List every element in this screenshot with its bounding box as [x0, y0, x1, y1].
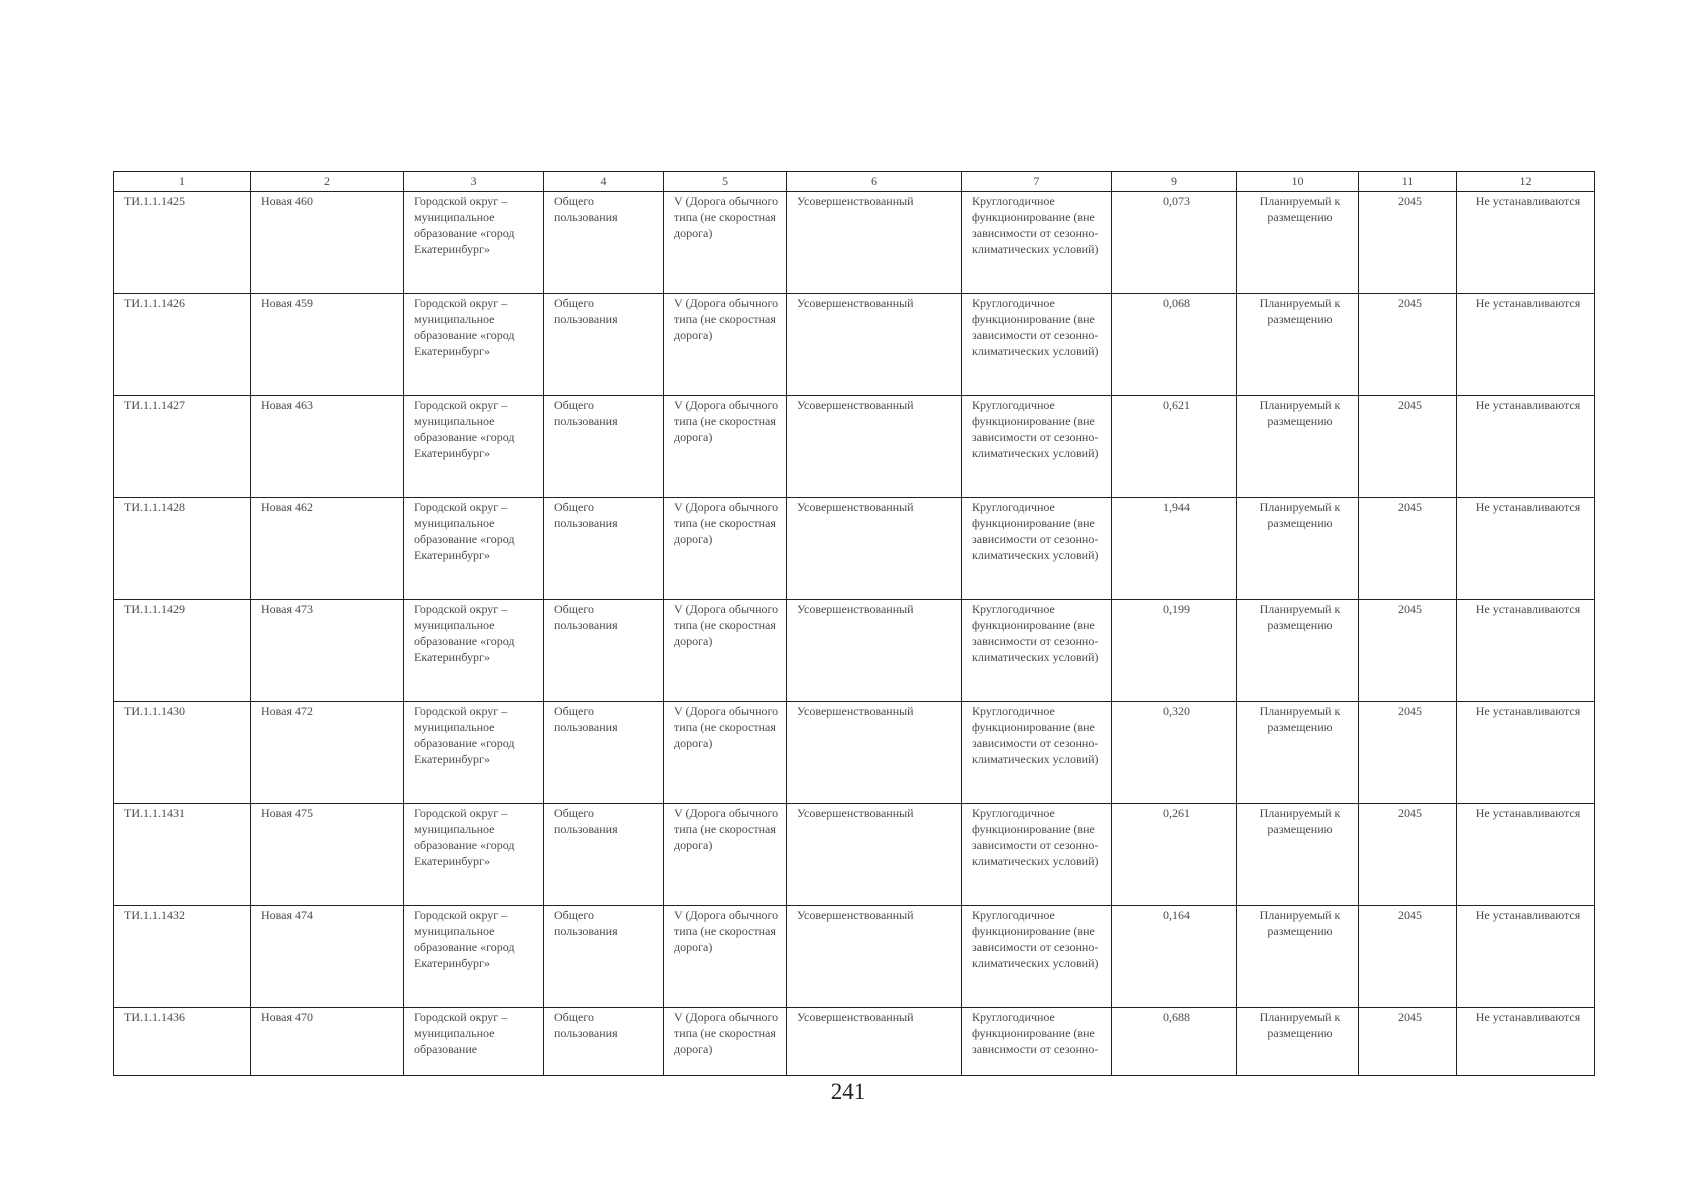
document-page	[113, 171, 1594, 1076]
cell-name: Новая 470	[251, 1008, 404, 1076]
table-row	[114, 804, 1595, 906]
column-header: 5	[664, 172, 787, 192]
column-header: 9	[1112, 172, 1237, 192]
cell-length: 0,261	[1112, 804, 1237, 906]
column-header: 7	[962, 172, 1112, 192]
table-row	[114, 1008, 1595, 1076]
table-row	[114, 906, 1595, 1008]
cell-status: Планируемый к размещению	[1237, 804, 1359, 906]
cell-name: Новая 475	[251, 804, 404, 906]
cell-zones: Не устанавливаются	[1457, 396, 1595, 498]
cell-year: 2045	[1359, 396, 1457, 498]
cell-name: Новая 472	[251, 702, 404, 804]
cell-operation: Круглогодичное функционирование (вне зависимости от сезонно-	[962, 1008, 1112, 1076]
cell-municipality: Городской округ – муниципальное образование «город Екатеринбург»	[404, 498, 544, 600]
cell-purpose: Общего пользования	[544, 702, 664, 804]
cell-length: 0,688	[1112, 1008, 1237, 1076]
table-row	[114, 600, 1595, 702]
cell-length: 0,068	[1112, 294, 1237, 396]
cell-category: V (Дорога обычного типа (не скоростная дорога)	[664, 600, 787, 702]
column-header: 4	[544, 172, 664, 192]
cell-length: 0,164	[1112, 906, 1237, 1008]
table-row	[114, 396, 1595, 498]
cell-name: Новая 459	[251, 294, 404, 396]
cell-zones: Не устанавливаются	[1457, 498, 1595, 600]
cell-operation: Круглогодичное функционирование (вне зависимости от сезонно-климатических условий)	[962, 906, 1112, 1008]
cell-operation: Круглогодичное функционирование (вне зависимости от сезонно-климатических условий)	[962, 498, 1112, 600]
cell-surface: Усовершенствованный	[787, 498, 962, 600]
cell-length: 0,073	[1112, 192, 1237, 294]
cell-municipality: Городской округ – муниципальное образование «город Екатеринбург»	[404, 804, 544, 906]
cell-year: 2045	[1359, 906, 1457, 1008]
cell-surface: Усовершенствованный	[787, 396, 962, 498]
cell-operation: Круглогодичное функционирование (вне зависимости от сезонно-климатических условий)	[962, 600, 1112, 702]
cell-year: 2045	[1359, 804, 1457, 906]
cell-length: 0,621	[1112, 396, 1237, 498]
cell-year: 2045	[1359, 702, 1457, 804]
cell-purpose: Общего пользования	[544, 396, 664, 498]
cell-purpose: Общего пользования	[544, 1008, 664, 1076]
cell-category: V (Дорога обычного типа (не скоростная дорога)	[664, 1008, 787, 1076]
cell-municipality: Городской округ – муниципальное образование «город Екатеринбург»	[404, 702, 544, 804]
cell-surface: Усовершенствованный	[787, 1008, 962, 1076]
column-header: 2	[251, 172, 404, 192]
column-header: 11	[1359, 172, 1457, 192]
cell-purpose: Общего пользования	[544, 906, 664, 1008]
cell-municipality: Городской округ – муниципальное образование «город Екатеринбург»	[404, 192, 544, 294]
cell-surface: Усовершенствованный	[787, 192, 962, 294]
column-header: 3	[404, 172, 544, 192]
cell-surface: Усовершенствованный	[787, 600, 962, 702]
cell-purpose: Общего пользования	[544, 294, 664, 396]
table-row	[114, 702, 1595, 804]
table-row	[114, 294, 1595, 396]
cell-id: ТИ.1.1.1436	[114, 1008, 251, 1076]
cell-category: V (Дорога обычного типа (не скоростная дорога)	[664, 906, 787, 1008]
cell-operation: Круглогодичное функционирование (вне зависимости от сезонно-климатических условий)	[962, 294, 1112, 396]
table-row	[114, 498, 1595, 600]
cell-year: 2045	[1359, 600, 1457, 702]
cell-id: ТИ.1.1.1432	[114, 906, 251, 1008]
cell-status: Планируемый к размещению	[1237, 906, 1359, 1008]
cell-status: Планируемый к размещению	[1237, 294, 1359, 396]
cell-municipality: Городской округ – муниципальное образование «город Екатеринбург»	[404, 294, 544, 396]
cell-category: V (Дорога обычного типа (не скоростная дорога)	[664, 294, 787, 396]
cell-status: Планируемый к размещению	[1237, 396, 1359, 498]
cell-name: Новая 462	[251, 498, 404, 600]
cell-category: V (Дорога обычного типа (не скоростная дорога)	[664, 498, 787, 600]
cell-id: ТИ.1.1.1429	[114, 600, 251, 702]
cell-status: Планируемый к размещению	[1237, 192, 1359, 294]
cell-name: Новая 460	[251, 192, 404, 294]
header-row	[114, 172, 1595, 192]
cell-zones: Не устанавливаются	[1457, 192, 1595, 294]
cell-purpose: Общего пользования	[544, 804, 664, 906]
column-header: 10	[1237, 172, 1359, 192]
cell-status: Планируемый к размещению	[1237, 600, 1359, 702]
cell-zones: Не устанавливаются	[1457, 906, 1595, 1008]
cell-purpose: Общего пользования	[544, 192, 664, 294]
cell-surface: Усовершенствованный	[787, 906, 962, 1008]
column-header: 6	[787, 172, 962, 192]
cell-municipality: Городской округ – муниципальное образование «город Екатеринбург»	[404, 906, 544, 1008]
cell-category: V (Дорога обычного типа (не скоростная дорога)	[664, 192, 787, 294]
cell-id: ТИ.1.1.1430	[114, 702, 251, 804]
cell-id: ТИ.1.1.1428	[114, 498, 251, 600]
cell-operation: Круглогодичное функционирование (вне зависимости от сезонно-климатических условий)	[962, 804, 1112, 906]
cell-id: ТИ.1.1.1425	[114, 192, 251, 294]
cell-zones: Не устанавливаются	[1457, 804, 1595, 906]
cell-municipality: Городской округ – муниципальное образование «город Екатеринбург»	[404, 396, 544, 498]
page-number: 241	[830, 1079, 866, 1104]
cell-surface: Усовершенствованный	[787, 804, 962, 906]
cell-municipality: Городской округ – муниципальное образование	[404, 1008, 544, 1076]
cell-year: 2045	[1359, 1008, 1457, 1076]
cell-year: 2045	[1359, 498, 1457, 600]
table-row	[114, 192, 1595, 294]
cell-id: ТИ.1.1.1426	[114, 294, 251, 396]
cell-id: ТИ.1.1.1431	[114, 804, 251, 906]
cell-year: 2045	[1359, 192, 1457, 294]
cell-status: Планируемый к размещению	[1237, 702, 1359, 804]
cell-category: V (Дорога обычного типа (не скоростная дорога)	[664, 804, 787, 906]
column-header: 12	[1457, 172, 1595, 192]
cell-operation: Круглогодичное функционирование (вне зависимости от сезонно-климатических условий)	[962, 192, 1112, 294]
cell-length: 1,944	[1112, 498, 1237, 600]
cell-status: Планируемый к размещению	[1237, 498, 1359, 600]
cell-operation: Круглогодичное функционирование (вне зависимости от сезонно-климатических условий)	[962, 396, 1112, 498]
cell-category: V (Дорога обычного типа (не скоростная дорога)	[664, 702, 787, 804]
cell-purpose: Общего пользования	[544, 498, 664, 600]
cell-status: Планируемый к размещению	[1237, 1008, 1359, 1076]
cell-length: 0,320	[1112, 702, 1237, 804]
cell-id: ТИ.1.1.1427	[114, 396, 251, 498]
cell-zones: Не устанавливаются	[1457, 1008, 1595, 1076]
cell-length: 0,199	[1112, 600, 1237, 702]
cell-zones: Не устанавливаются	[1457, 702, 1595, 804]
cell-name: Новая 463	[251, 396, 404, 498]
cell-name: Новая 473	[251, 600, 404, 702]
cell-category: V (Дорога обычного типа (не скоростная дорога)	[664, 396, 787, 498]
roads-table	[113, 171, 1595, 1076]
cell-zones: Не устанавливаются	[1457, 600, 1595, 702]
cell-surface: Усовершенствованный	[787, 702, 962, 804]
cell-municipality: Городской округ – муниципальное образование «город Екатеринбург»	[404, 600, 544, 702]
cell-operation: Круглогодичное функционирование (вне зависимости от сезонно-климатических условий)	[962, 702, 1112, 804]
cell-zones: Не устанавливаются	[1457, 294, 1595, 396]
cell-surface: Усовершенствованный	[787, 294, 962, 396]
cell-purpose: Общего пользования	[544, 600, 664, 702]
cell-year: 2045	[1359, 294, 1457, 396]
column-header: 1	[114, 172, 251, 192]
cell-name: Новая 474	[251, 906, 404, 1008]
